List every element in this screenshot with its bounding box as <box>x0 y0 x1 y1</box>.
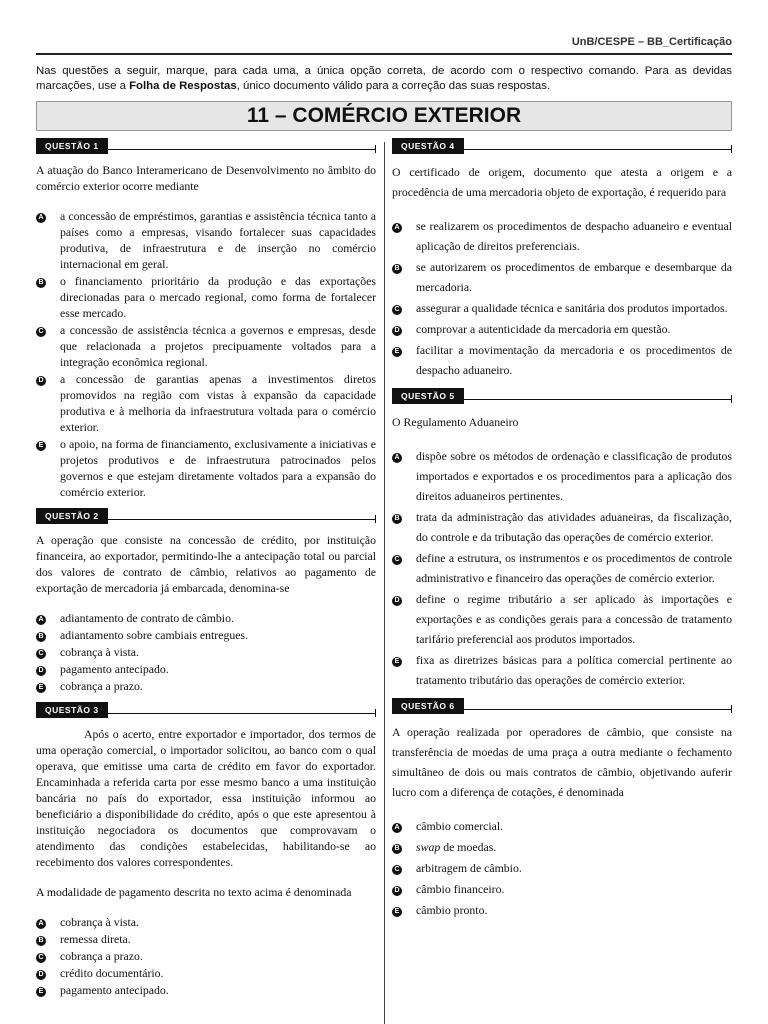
option-b[interactable] <box>392 507 732 547</box>
option-bullet <box>392 837 416 857</box>
option-text: pagamento antecipado. <box>60 662 169 676</box>
question-label <box>36 702 376 718</box>
option-e[interactable] <box>36 436 376 500</box>
option-text: adiantamento sobre cambiais entregues. <box>60 628 249 642</box>
option-bullet <box>392 340 416 380</box>
question-4 <box>392 138 732 380</box>
option-text: crédito documentário. <box>60 966 164 980</box>
option-text: arbitragem de câmbio. <box>416 861 522 875</box>
option-letter: E <box>392 347 402 357</box>
option-text: facilitar a movimentação da mercadoria e os procedimentos de despacho aduaneiro. <box>416 343 732 377</box>
question-label <box>36 508 376 524</box>
label-tick <box>731 705 732 713</box>
option-text: remessa direta. <box>60 932 131 946</box>
option-letter: E <box>392 657 402 667</box>
label-line <box>108 149 375 150</box>
option-text: câmbio financeiro. <box>416 882 505 896</box>
option-bullet <box>392 319 416 339</box>
option-bullet <box>36 610 60 626</box>
option-letter: A <box>392 823 402 833</box>
question-6 <box>392 698 732 920</box>
option-letter: A <box>392 223 402 233</box>
option-e[interactable] <box>392 340 732 380</box>
question-tag: QUESTÃO 2 <box>36 508 108 524</box>
option-bullet <box>392 548 416 588</box>
option-bullet <box>36 982 60 998</box>
option-text: cobrança a prazo. <box>60 949 143 963</box>
option-text: o financiamento prioritário da produção e das exportações direcionadas para o mercado regional, como forma de fortalecer esse mercado. <box>60 274 376 320</box>
option-bullet <box>36 661 60 677</box>
option-letter: D <box>36 666 46 676</box>
option-list <box>392 216 732 380</box>
question-tag: QUESTÃO 6 <box>392 698 464 714</box>
option-c[interactable] <box>392 858 732 878</box>
option-e[interactable] <box>392 900 732 920</box>
option-text: adiantamento de contrato de câmbio. <box>60 611 234 625</box>
option-letter: B <box>36 936 46 946</box>
option-text: a concessão de garantias apenas a investimentos diretos promovidos na região com vistas à expansão da capacidade produtiva e à melhoria da infraestrutura voltada para o comércio exterior. <box>60 372 376 434</box>
option-b[interactable] <box>392 257 732 297</box>
question-stem: O Regulamento Aduaneiro <box>392 415 519 429</box>
header-rule <box>36 53 732 55</box>
option-a[interactable] <box>36 208 376 272</box>
option-e[interactable] <box>36 678 376 694</box>
section-title: 11 – COMÉRCIO EXTERIOR <box>36 101 732 131</box>
label-tick <box>731 395 732 403</box>
option-letter: A <box>392 453 402 463</box>
question-label <box>36 138 376 154</box>
option-text <box>416 837 732 857</box>
question-stem: A operação realizada por operadores de câmbio, que consiste na transferência de moedas de uma praça a outra mediante o fechamento simultâneo de dois ou mais contratos de câmbio, objetivando auferir lucro com a diferença de cotações, é denominada <box>392 725 732 799</box>
option-text: define o regime tributário a ser aplicado às importações e exportações e as condições gerais para a concessão de tratamento tarifário preferencial aos produtos importados. <box>416 592 732 646</box>
option-text: câmbio comercial. <box>416 819 504 833</box>
label-tick <box>375 515 376 523</box>
option-letter: C <box>392 865 402 875</box>
option-d[interactable] <box>36 371 376 435</box>
option-letter: E <box>392 907 402 917</box>
option-italic-term: swap <box>416 840 441 854</box>
option-d[interactable] <box>392 319 732 339</box>
option-a[interactable] <box>392 446 732 506</box>
option-bullet <box>36 322 60 370</box>
option-text: se realizarem os procedimentos de despacho aduaneiro e eventual aplicação de direitos preferenciais. <box>416 219 732 253</box>
question-tag: QUESTÃO 3 <box>36 702 108 718</box>
option-text: pagamento antecipado. <box>60 983 169 997</box>
label-line <box>464 709 731 710</box>
option-bullet <box>36 965 60 981</box>
option-a[interactable] <box>36 610 376 626</box>
option-d[interactable] <box>392 589 732 649</box>
option-c[interactable] <box>392 298 732 318</box>
option-d[interactable] <box>36 661 376 677</box>
question-stem: A modalidade de pagamento descrita no texto acima é denominada <box>36 885 352 899</box>
option-letter: C <box>36 953 46 963</box>
option-letter: E <box>36 683 46 693</box>
option-bullet <box>392 879 416 899</box>
option-text: cobrança a prazo. <box>60 679 143 693</box>
option-bullet <box>392 650 416 690</box>
option-list <box>36 914 376 998</box>
option-text: assegurar a qualidade técnica e sanitária dos produtos importados. <box>416 301 728 315</box>
option-letter: B <box>36 278 46 288</box>
option-bullet <box>392 900 416 920</box>
option-bullet <box>392 858 416 878</box>
option-letter: A <box>36 615 46 625</box>
option-bullet <box>36 436 60 500</box>
option-b[interactable] <box>392 837 732 857</box>
instructions-text-1: Nas questões a seguir, marque, para cada uma, a única opção correta, de acordo com o respectivo comando. Para as devidas marcações, use a <box>36 65 732 92</box>
label-line <box>108 713 375 714</box>
label-tick <box>731 145 732 153</box>
label-line <box>464 149 731 150</box>
option-bullet <box>392 257 416 297</box>
option-letter: A <box>36 213 46 223</box>
question-stem: A atuação do Banco Interamericano de Desenvolvimento no âmbito do comércio exterior ocorre mediante <box>36 163 376 193</box>
option-bullet <box>36 371 60 435</box>
question-tag: QUESTÃO 4 <box>392 138 464 154</box>
option-bullet <box>36 273 60 321</box>
option-letter: D <box>392 326 402 336</box>
question-label <box>392 138 732 154</box>
option-bullet <box>392 816 416 836</box>
question-stem: A operação que consiste na concessão de crédito, por instituição financeira, ao exportador, permitindo-lhe a antecipação total ou parcial dos valores de contrato de câmbio, relativos ao pagamento de exportação de mercadoria já embarcada, denomina-se <box>36 533 376 595</box>
question-3 <box>36 702 376 998</box>
option-c[interactable] <box>36 948 376 964</box>
label-line <box>108 519 375 520</box>
option-letter: D <box>36 970 46 980</box>
option-letter: C <box>36 649 46 659</box>
left-column <box>36 138 376 1006</box>
option-b[interactable] <box>36 273 376 321</box>
option-a[interactable] <box>36 914 376 930</box>
option-text: define a estrutura, os instrumentos e os procedimentos de controle administrativo e financeiro das operações de comércio exterior. <box>416 551 732 585</box>
option-text: fixa as diretrizes básicas para a política comercial pertinente ao tratamento tributário das operações de comércio exterior. <box>416 653 732 687</box>
option-text: trata da administração das atividades aduaneiras, da fiscalização, do controle e da tributação das operações de comércio exterior. <box>416 510 732 544</box>
option-bullet <box>36 914 60 930</box>
option-e[interactable] <box>36 982 376 998</box>
option-letter: C <box>392 305 402 315</box>
option-letter: B <box>392 844 402 854</box>
option-a[interactable] <box>392 816 732 836</box>
option-bullet <box>36 627 60 643</box>
option-e[interactable] <box>392 650 732 690</box>
option-bullet <box>36 208 60 272</box>
question-label <box>392 698 732 714</box>
option-text: se autorizarem os procedimentos de embarque e desembarque da mercadoria. <box>416 260 732 294</box>
option-bullet <box>36 678 60 694</box>
option-c[interactable] <box>392 548 732 588</box>
option-letter: B <box>392 514 402 524</box>
option-c[interactable] <box>36 322 376 370</box>
option-text: a concessão de empréstimos, garantias e assistência técnica tanto a países como a empresas, visando fortalecer suas capacidades produtiva, de infraestrutura e de inserção no comércio internacional em geral. <box>60 209 376 271</box>
question-stem: O certificado de origem, documento que atesta a origem e a procedência de uma mercadoria objeto de exportação, é requerido para <box>392 165 732 199</box>
instructions <box>36 64 732 94</box>
option-text: cobrança à vista. <box>60 915 139 929</box>
option-bullet <box>36 948 60 964</box>
option-letter: C <box>392 555 402 565</box>
label-tick <box>375 145 376 153</box>
option-bullet <box>36 931 60 947</box>
option-b[interactable] <box>36 931 376 947</box>
option-letter: B <box>36 632 46 642</box>
option-text: câmbio pronto. <box>416 903 488 917</box>
option-text: cobrança à vista. <box>60 645 139 659</box>
option-text: o apoio, na forma de financiamento, exclusivamente a iniciativas e projetos produtivos e de infraestrutura patrocinados pelos governos e que estejam diretamente voltados para a expansão do comércio exterior. <box>60 437 376 499</box>
option-letter: D <box>392 596 402 606</box>
question-text-block: Após o acerto, entre exportador e importador, dos termos de uma operação comercial, o importador solicitou, ao banco com o qual operava, que emitisse uma carta de crédito em favor do exportador. Encaminhada a referida carta por esse mesmo banco a uma instituição bancária no país do exportador, essa instituição informou ao beneficiário a disponibilidade do crédito, após o que este apresentou à instituição negociadora os documentos que comprovavam o atendimento das condições estabelecidas, habilitando-se ao recebimento dos valores correspondentes. <box>36 727 376 869</box>
option-bullet <box>392 216 416 256</box>
instructions-bold: Folha de Respostas <box>129 80 237 92</box>
label-line <box>464 399 731 400</box>
option-bullet <box>36 644 60 660</box>
option-b[interactable] <box>36 627 376 643</box>
option-text: comprovar a autenticidade da mercadoria em questão. <box>416 322 671 336</box>
option-bullet <box>392 507 416 547</box>
option-letter: E <box>36 987 46 997</box>
option-letter: C <box>36 327 46 337</box>
question-5 <box>392 388 732 690</box>
question-tag: QUESTÃO 5 <box>392 388 464 404</box>
option-list <box>392 446 732 690</box>
column-divider <box>384 142 385 1024</box>
option-bullet <box>392 298 416 318</box>
question-tag: QUESTÃO 1 <box>36 138 108 154</box>
option-bullet <box>392 589 416 649</box>
option-a[interactable] <box>392 216 732 256</box>
page-header: UnB/CESPE – BB_Certificação <box>571 36 732 48</box>
label-tick <box>375 709 376 717</box>
option-letter: A <box>36 919 46 929</box>
instructions-text-2: , único documento válido para a correção das suas respostas. <box>236 80 551 92</box>
option-text-rest: de moedas. <box>440 840 497 854</box>
option-d[interactable] <box>36 965 376 981</box>
option-c[interactable] <box>36 644 376 660</box>
option-list <box>36 208 376 500</box>
option-text: a concessão de assistência técnica a governos e empresas, desde que relacionada a projetos precipuamente voltados para a integração econômica regional. <box>60 323 376 369</box>
option-d[interactable] <box>392 879 732 899</box>
question-2 <box>36 508 376 694</box>
option-letter: E <box>36 441 46 451</box>
option-list <box>392 816 732 920</box>
question-1 <box>36 138 376 500</box>
option-letter: D <box>36 376 46 386</box>
question-label <box>392 388 732 404</box>
right-column <box>392 138 732 928</box>
option-letter: D <box>392 886 402 896</box>
option-bullet <box>392 446 416 506</box>
option-letter: B <box>392 264 402 274</box>
option-list <box>36 610 376 694</box>
option-text: dispõe sobre os métodos de ordenação e classificação de produtos importados e exportados e os procedimentos para a aplicação dos direitos aduaneiros pertinentes. <box>416 449 732 503</box>
